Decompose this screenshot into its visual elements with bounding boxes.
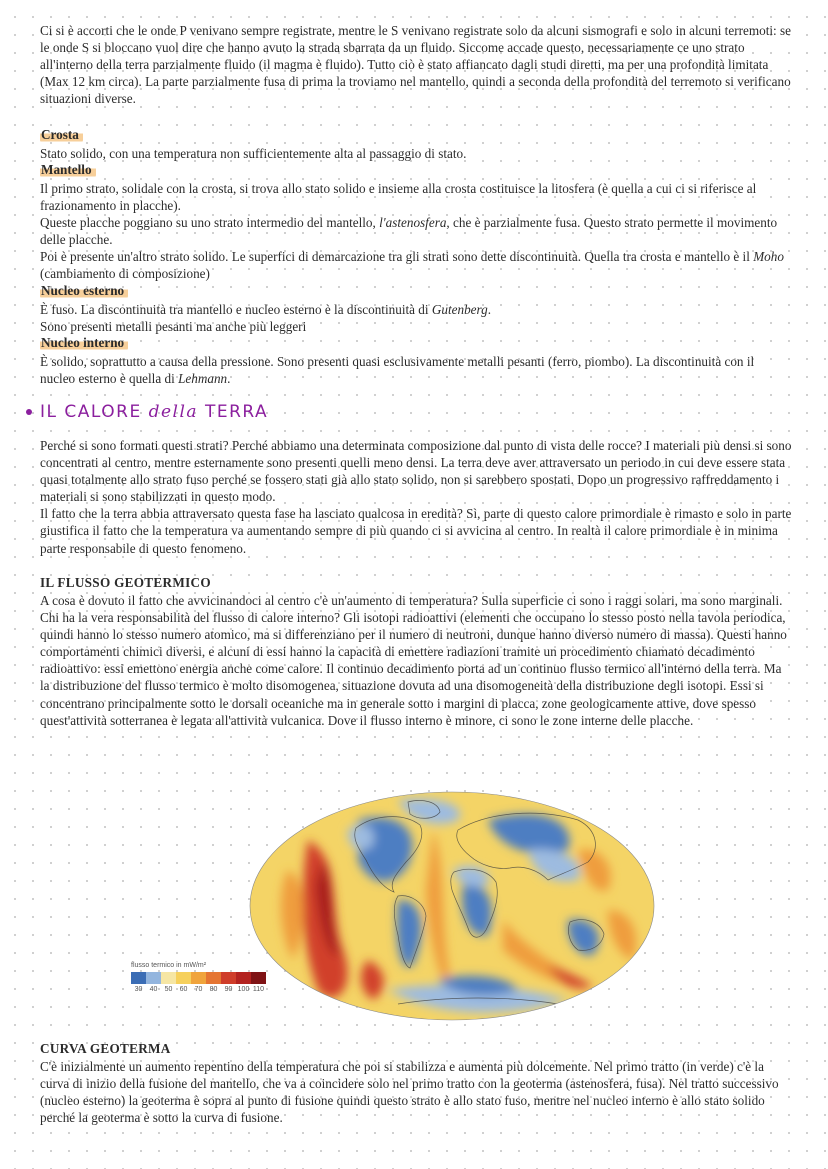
nucleo-interno-p1b: . xyxy=(227,371,231,387)
heading-mantello: Mantello xyxy=(40,162,96,178)
nucleo-interno-text xyxy=(40,353,792,387)
calore-title-b: della xyxy=(148,402,199,422)
calore-title xyxy=(26,402,268,422)
term-lehmann: Lehmann xyxy=(178,371,228,387)
calore-p1: Perché si sono formati questi strati? Perché abbiamo una determinata composizione dal punto di vista delle rocce? I materiali più densi si sono concentrati al centro, mentre esternamente sono presenti quelli meno densi. La terra deve aver attraversato un periodo in cui deve essere stata quasi totalmente allo strato fuso perché se fossero stati già allo stato solido, non si sarebbero spostati. Dopo un progressivo raffreddamento i materiali si sono stabilizzati in questo modo. xyxy=(40,438,792,505)
nucleo-esterno-p1b: . xyxy=(487,302,492,317)
intro-paragraph: Ci si è accorti che le onde P venivano sempre registrate, mentre le S venivano registrate solo da alcuni sismografi e solo in alcuni terremoti: se le onde S si bloccano vuol dire che hanno avuto la strada sbarrata da un fluido. Siccome accade questo, necessariamente ce uno strato all'interno della terra parzialmente fluido (il magma è fluido). Tutto ciò è stato affiancato dagli studi diretti, ma per una profondità limitata (Max 12 km circa). La parte parzialmente fusa di prima la troviamo nel mantello, quindi a seconda della profondità del terremoto si verificano situazioni diverse. xyxy=(40,23,791,107)
legend-swatch xyxy=(176,972,191,984)
legend-swatch xyxy=(236,972,251,984)
mantello-p1: Il primo strato, solidale con la crosta, si trova allo stato solido e insieme alla crosta costituisce la litosfera (è quella a cui ci si riferisce al frazionamento in placche). xyxy=(40,181,757,214)
legend-color-bar xyxy=(131,972,266,984)
legend-tick-label: 50 xyxy=(164,986,173,993)
heading-crosta: Crosta xyxy=(40,127,83,143)
nucleo-esterno-p2: Sono presenti metalli pesanti ma anche più leggeri xyxy=(40,319,307,335)
legend-swatch xyxy=(206,972,221,984)
heat-flow-legend xyxy=(131,962,266,993)
heat-flow-world-map xyxy=(248,790,656,1022)
term-gutenberg: Gutenberg xyxy=(431,302,488,317)
calore-text xyxy=(40,437,792,557)
legend-swatch xyxy=(146,972,161,984)
heading-nucleo-interno: Nucleo interno xyxy=(40,335,128,351)
mantello-p2b: , che è parzialmente fusa. Questo strato permette il movimento delle placche. xyxy=(40,215,778,248)
calore-p2: Il fatto che la terra abbia attraversato questa fase ha lasciato qualcosa in eredità? Sì, parte di questo calore primordiale è rimasto e solo in parte giustifica il fatto che la temperatura va aumentando sempre di più quando ci si avvicina al centro. In realtà il calore primordiale è in minima parte responsabile di questo fenomeno. xyxy=(40,506,792,556)
heading-flusso-geotermico: IL FLUSSO GEOTERMICO xyxy=(40,575,211,590)
heading-curva-geoterma: CURVA GEOTERMA xyxy=(40,1041,171,1056)
legend-swatch xyxy=(131,972,146,984)
legend-tick-label: 110 xyxy=(252,986,265,993)
heading-nucleo-esterno: Nucleo esterno xyxy=(40,283,128,299)
legend-tick-label: 70 xyxy=(194,986,203,993)
legend-swatch xyxy=(161,972,176,984)
legend-tick-label: 90 xyxy=(224,986,233,993)
legend-tick-label: 60 xyxy=(179,986,188,993)
mantello-p3b: (cambiamento di composizione) xyxy=(40,266,210,282)
curva-text: C'è inizialmente un aumento repentino della temperatura che poi si stabilizza e aumenta più dolcemente. Nel primo tratto (in verde) c'è la curva di inizio della fusione del mantello, che va a coincidere solo nel primo tratto con la geoterma (astenosfera, fusa). Nel tratto successivo (nucleo esterno) la geoterma è sopra al punto di fusione quindi questo strato è allo stato fuso, mentre nel nucleo interno è allo stato solido perché la geoterma è sotto la curva di fusione. xyxy=(40,1059,779,1126)
legend-swatch xyxy=(191,972,206,984)
legend-tick-label: 100 xyxy=(237,986,250,993)
legend-ticks xyxy=(131,986,266,993)
flusso-text: A cosa è dovuto il fatto che avvicinandoci al centro c'è un'aumento di temperatura? Sulla superficie ci sono i raggi solari, ma sono marginali. Chi ha la vera responsabilità del flusso di calore interno? Gli isotopi radioattivi (elementi che occupano lo stesso posto nella tavola periodica, quindi hanno lo stesso numero atomico, ma si differenziano per il numero di neutroni, dunque hanno diverso numero di massa). Questi hanno comportamenti chimici diversi, e alcuni di essi hanno la capacità di emettere radiazioni tramite un procedimento chiamato decadimento radioattivo: essi emettono energia anche come calore. Il continuo decadimento porta ad un continuo flusso termico all'interno della terra. Ma la distribuzione del flusso termico è molto disomogenea, situazione dovuta ad una disomogeneità della distribuzione degli isotopi. Essi si concentrano principalmente sotto le dorsali oceaniche ma in generale sotto i margini di placca, zone geologicamente attive, dove spesso quest'attività sotterranea è legata all'attività vulcanica. Dove il flusso interno è minore, ci sono le zone interne delle placche. xyxy=(40,593,787,728)
legend-tick-label: 80 xyxy=(209,986,218,993)
legend-tick-label: 30 xyxy=(134,986,143,993)
term-astenosfera: l'astenosfera xyxy=(379,215,447,231)
map-body xyxy=(248,790,656,1022)
nucleo-esterno-text xyxy=(40,301,792,335)
crosta-text: Stato solido, con una temperatura non sufficientemente alta al passaggio di stato. xyxy=(40,146,467,161)
nucleo-interno-p1a: È solido, soprattutto a causa della pressione. Sono presenti quasi esclusivamente metalli pesanti (ferro, piombo). La discontinuità con il nucleo esterno è quella di xyxy=(40,354,755,387)
calore-title-c: TERRA xyxy=(198,402,269,422)
mantello-p3a: Poi è presente un'altro strato solido. Le superfici di demarcazione tra gli strati sono dette discontinuità. Quella tra crosta e mantello è il xyxy=(40,249,754,265)
calore-title-a: IL CALORE xyxy=(40,402,149,422)
nucleo-esterno-p1a: È fuso. La discontinuità tra mantello e nucleo esterno è la discontinuità di xyxy=(40,302,432,317)
legend-swatch xyxy=(221,972,236,984)
bullet-dot-icon xyxy=(26,409,32,415)
legend-title: flusso termico in mW/m² xyxy=(131,962,207,969)
term-moho: Moho xyxy=(753,249,784,265)
legend-swatch xyxy=(251,972,266,984)
legend-tick-label: 40 xyxy=(149,986,158,993)
mantello-text xyxy=(40,180,792,283)
mantello-p2a: Queste placche poggiano su uno strato intermedio del mantello, xyxy=(40,215,380,231)
